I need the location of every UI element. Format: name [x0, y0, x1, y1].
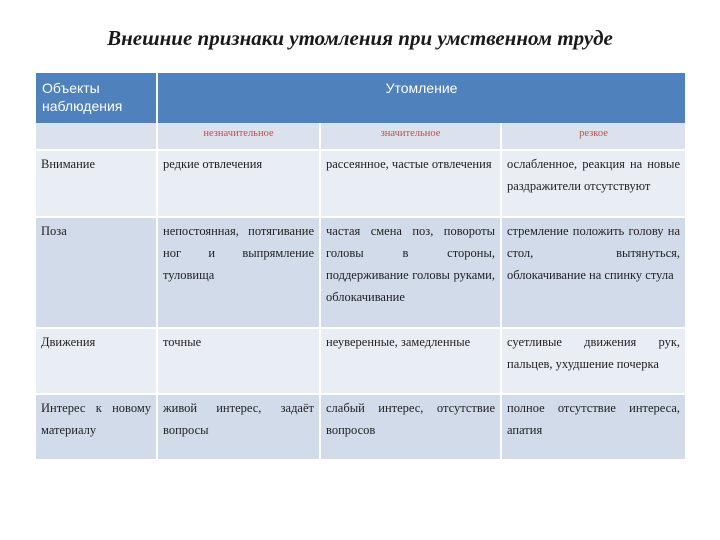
page-title: Внешние признаки утомления при умственном труде: [107, 26, 613, 50]
row-cell-minor: непостоянная, потягивание ног и выпрямление туловища: [157, 217, 320, 328]
table-header-row: [36, 73, 685, 123]
level-significant: значительное: [320, 123, 501, 150]
row-cell-significant: частая смена поз, повороты головы в стороны, поддерживание головы руками, облокачивание: [320, 217, 501, 328]
table-row: [36, 217, 685, 328]
row-cell-significant: рассеянное, частые отвлечения: [320, 150, 501, 217]
row-cell-minor: точные: [157, 328, 320, 394]
row-cell-significant: неуверенные, замедленные: [320, 328, 501, 394]
levels-empty-cell: [36, 123, 157, 150]
row-cell-severe: полное отсутствие интереса, апатия: [501, 394, 685, 460]
row-object: Внимание: [36, 150, 157, 217]
row-cell-severe: стремление положить голову на стол, вытянуться, облокачивание на спинку стула: [501, 217, 685, 328]
row-object: Движения: [36, 328, 157, 394]
header-fatigue: Утомление: [157, 73, 685, 123]
table-row: [36, 394, 685, 460]
table-row: [36, 150, 685, 217]
levels-row: [36, 123, 685, 150]
row-cell-minor: живой интерес, задаёт вопросы: [157, 394, 320, 460]
row-object: Поза: [36, 217, 157, 328]
level-severe: резкое: [501, 123, 685, 150]
level-minor: незначительное: [157, 123, 320, 150]
row-cell-severe: суетливые движения рук, пальцев, ухудшение почерка: [501, 328, 685, 394]
row-cell-significant: слабый интерес, отсутствие вопросов: [320, 394, 501, 460]
row-cell-severe: ослабленное, реакция на новые раздражители отсутствуют: [501, 150, 685, 217]
row-object: Интерес к новому материалу: [36, 394, 157, 460]
table-row: [36, 328, 685, 394]
header-objects: Объекты наблюдения: [36, 73, 157, 123]
row-cell-minor: редкие отвлечения: [157, 150, 320, 217]
fatigue-signs-table: [36, 73, 685, 461]
